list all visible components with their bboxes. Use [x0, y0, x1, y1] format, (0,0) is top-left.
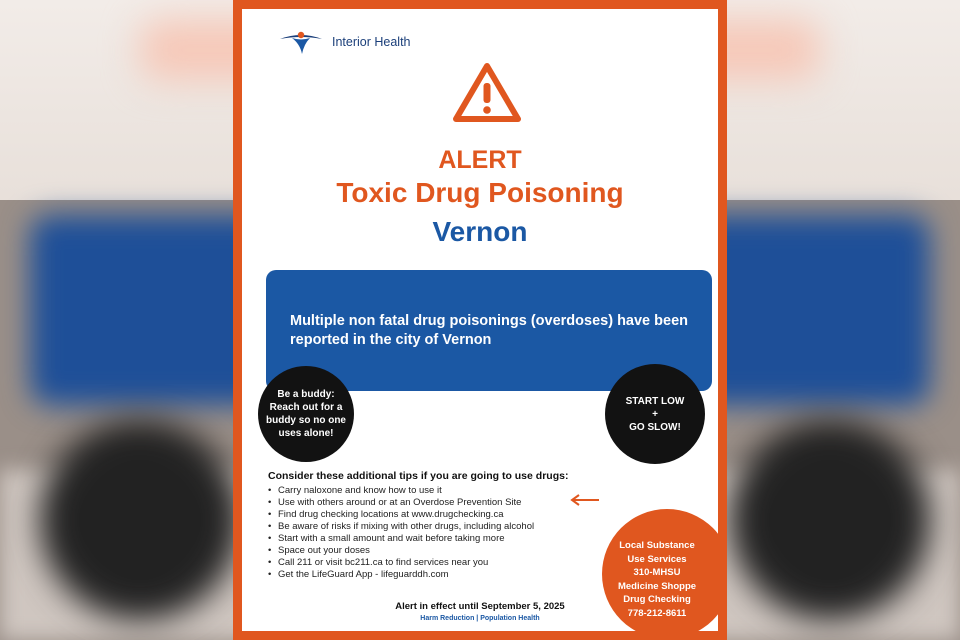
- alert-poster: [233, 0, 727, 640]
- list-item: • Carry naloxone and know how to use it: [268, 485, 534, 497]
- start-low-line: START LOW: [625, 395, 685, 407]
- services-line: Local Substance: [619, 540, 695, 551]
- list-item: • Start with a small amount and wait before taking more: [268, 533, 534, 545]
- alert-effective-date: Alert in effect until September 5, 2025: [395, 601, 565, 612]
- tips-heading: Consider these additional tips if you are going to use drugs:: [268, 470, 569, 482]
- buddy-circle: [258, 366, 354, 462]
- interior-health-logo-icon: [278, 29, 324, 55]
- go-slow-line: GO SLOW!: [629, 421, 681, 433]
- buddy-text: Be a buddy: Reach out for a buddy so no one uses alone!: [266, 389, 346, 439]
- alert-banner-text: Multiple non fatal drug poisonings (overdoses) have been reported in the city of Vernon: [290, 313, 688, 348]
- background-circle-right: [730, 420, 930, 620]
- services-phone: 778-212-8611: [627, 607, 687, 619]
- background-circle-left: [40, 420, 240, 620]
- services-circle: [602, 509, 718, 631]
- list-item: • Get the LifeGuard App - lifeguarddh.com: [268, 569, 534, 581]
- arrow-left-icon: [569, 494, 601, 506]
- logo-text: Interior Health: [332, 35, 411, 49]
- warning-triangle-icon: [451, 61, 523, 125]
- list-item: • Space out your doses: [268, 545, 534, 557]
- services-line: Medicine Shoppe: [617, 580, 697, 592]
- interior-health-logo: [278, 29, 411, 55]
- list-item: • Find drug checking locations at www.drugchecking.ca: [268, 509, 534, 521]
- start-low-circle: [605, 364, 705, 464]
- city-name: Vernon: [432, 216, 528, 247]
- tips-list: [268, 485, 534, 581]
- services-line: Use Services: [627, 553, 687, 565]
- alert-heading: ALERT: [438, 146, 522, 174]
- services-phone: 310-MHSU: [633, 567, 681, 578]
- list-item: • Use with others around or at an Overdose Prevention Site: [268, 497, 534, 509]
- footer-text: Harm Reduction | Population Health: [420, 615, 540, 622]
- page-title: Toxic Drug Poisoning: [336, 177, 624, 208]
- poster-content: [242, 9, 718, 631]
- services-line: Drug Checking: [623, 594, 691, 605]
- plus-line: +: [652, 408, 658, 420]
- list-item: • Call 211 or visit bc211.ca to find services near you: [268, 557, 534, 569]
- list-item: • Be aware of risks if mixing with other drugs, including alcohol: [268, 521, 534, 533]
